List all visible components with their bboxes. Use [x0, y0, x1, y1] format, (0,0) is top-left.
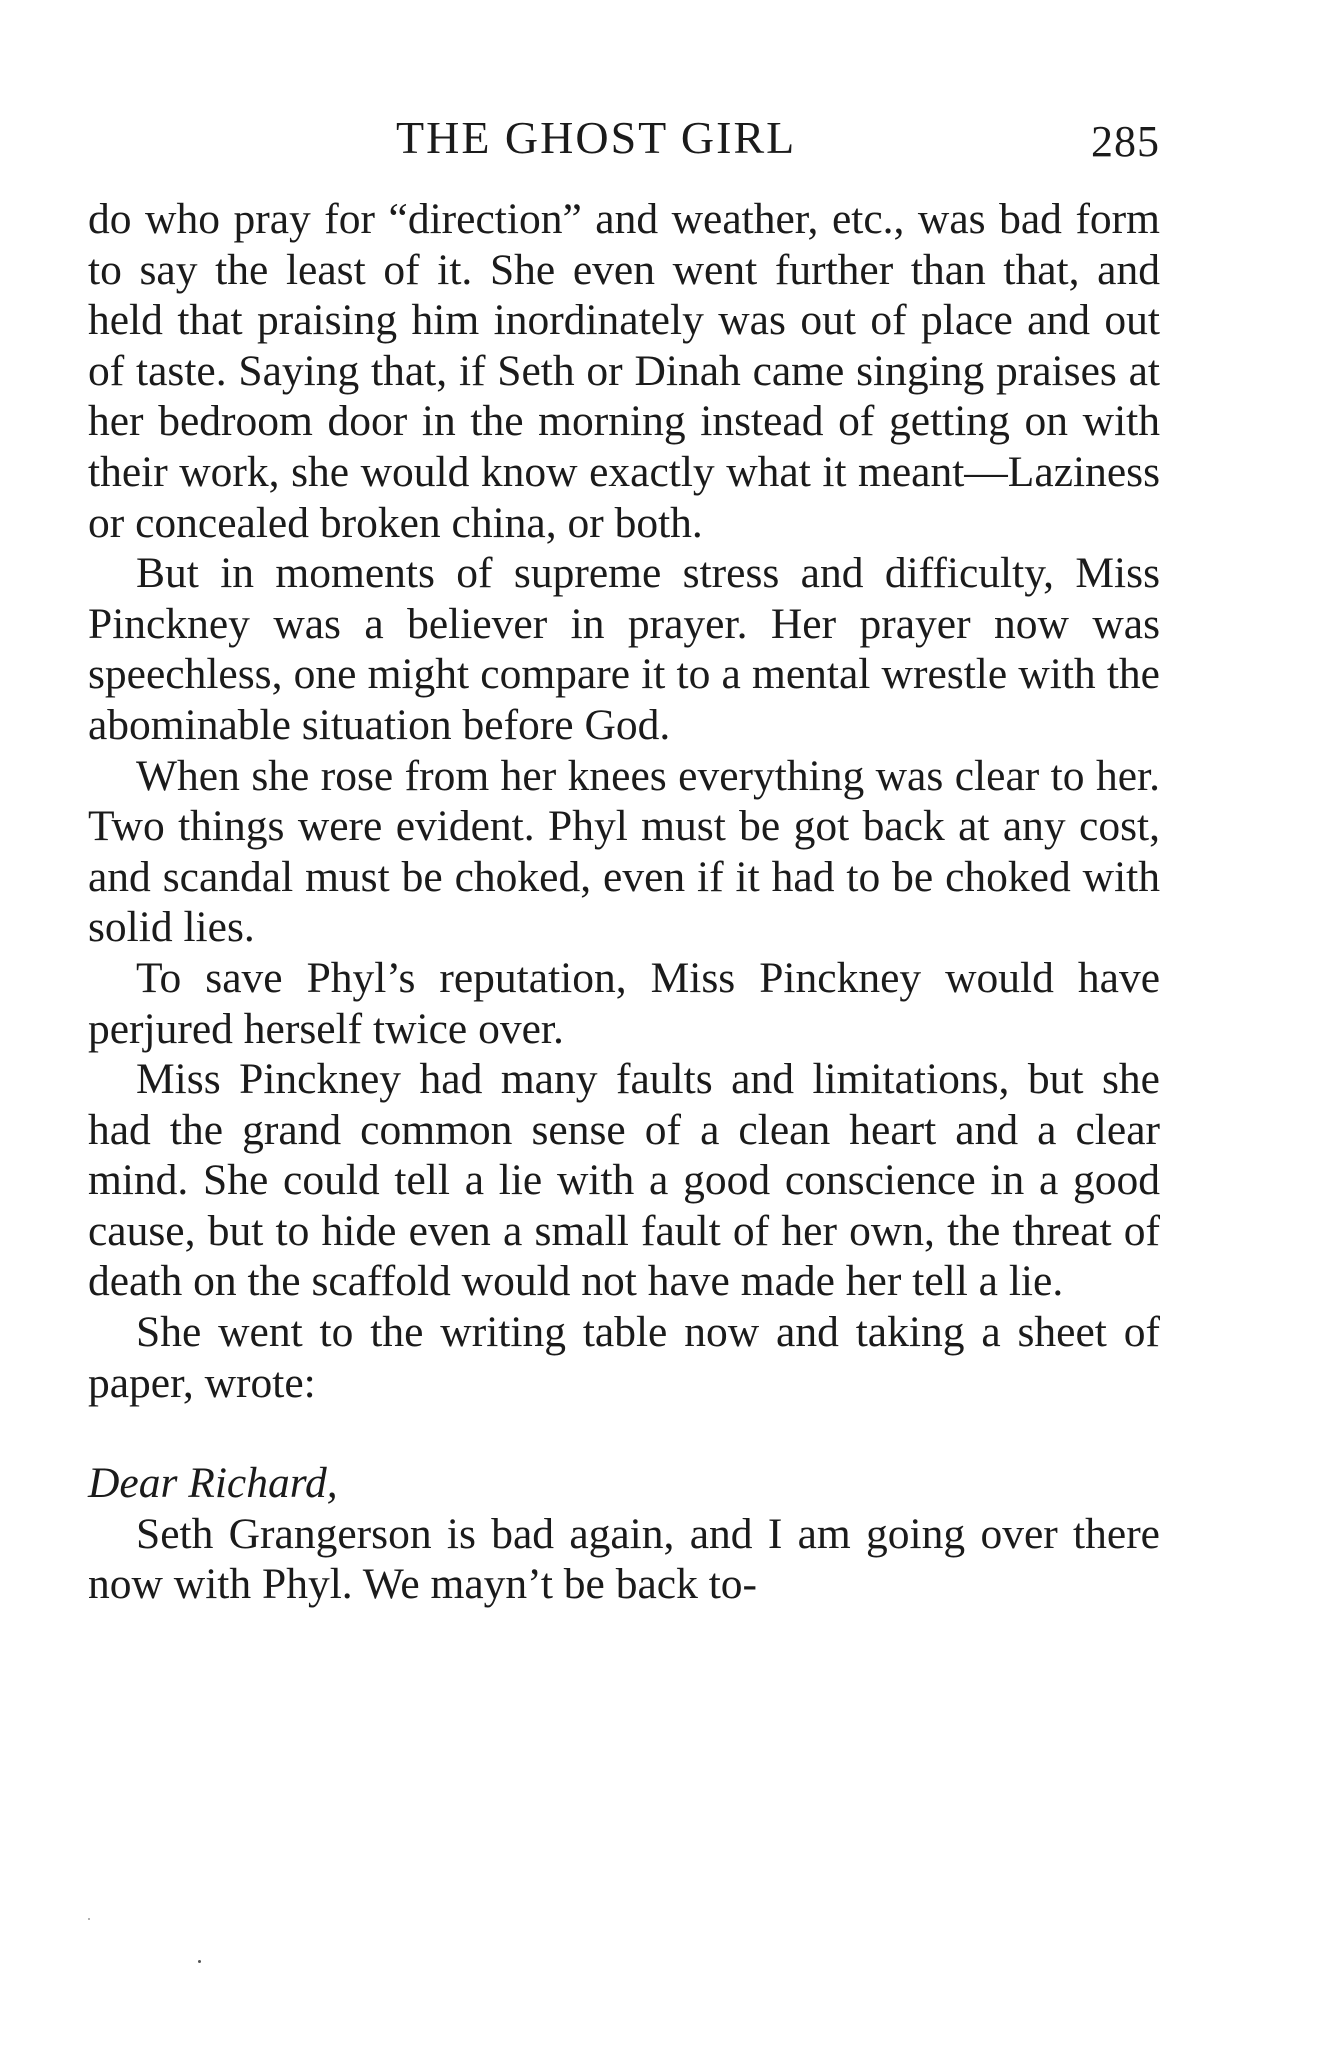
paragraph: When she rose from her knees everything was clear to her. Two things were evident. Phyl must be got back at any cost, and scandal must be choked, even if it had to be choked with solid lies.	[88, 751, 1160, 952]
running-title: THE GHOST GIRL	[396, 112, 797, 163]
paper-speck	[198, 1960, 201, 1963]
page-number: 285	[1091, 117, 1160, 166]
letter-body: Seth Grangerson is bad again, and I am going over there now with Phyl. We mayn’t be back to-	[88, 1509, 1160, 1609]
letter-salutation: Dear Richard,	[88, 1459, 338, 1508]
paper-speck	[88, 1918, 90, 1920]
paragraph-continued: do who pray for “direction” and weather, etc., was bad form to say the least of it. She even went further than that, and held that praising him inordinately was out of place and out of taste. Saying that, if Seth or Dinah came singing praises at her bedroom door in the morning instead of getting on with their work, she would know exactly what it meant—Laziness or concealed broken china, or both.	[88, 195, 1160, 547]
paragraph: To save Phyl’s reputation, Miss Pinckney would have perjured herself twice over.	[88, 953, 1160, 1053]
paragraph: But in moments of supreme stress and difficulty, Miss Pinckney was a believer in prayer. Her prayer now was speechless, one might compare it to a mental wrestle with the abominable situation before God.	[88, 549, 1160, 749]
book-page	[88, 112, 1160, 1610]
running-head	[88, 112, 1160, 176]
paragraph: Miss Pinckney had many faults and limitations, but she had the grand common sense of a clean heart and a clear mind. She could tell a lie with a good conscience in a good cause, but to hide even a small fault of her own, the threat of death on the scaffold would not have made her tell a lie.	[88, 1055, 1160, 1306]
paragraph: She went to the writing table now and taking a sheet of paper, wrote:	[88, 1308, 1160, 1407]
body-text	[88, 194, 1160, 1610]
